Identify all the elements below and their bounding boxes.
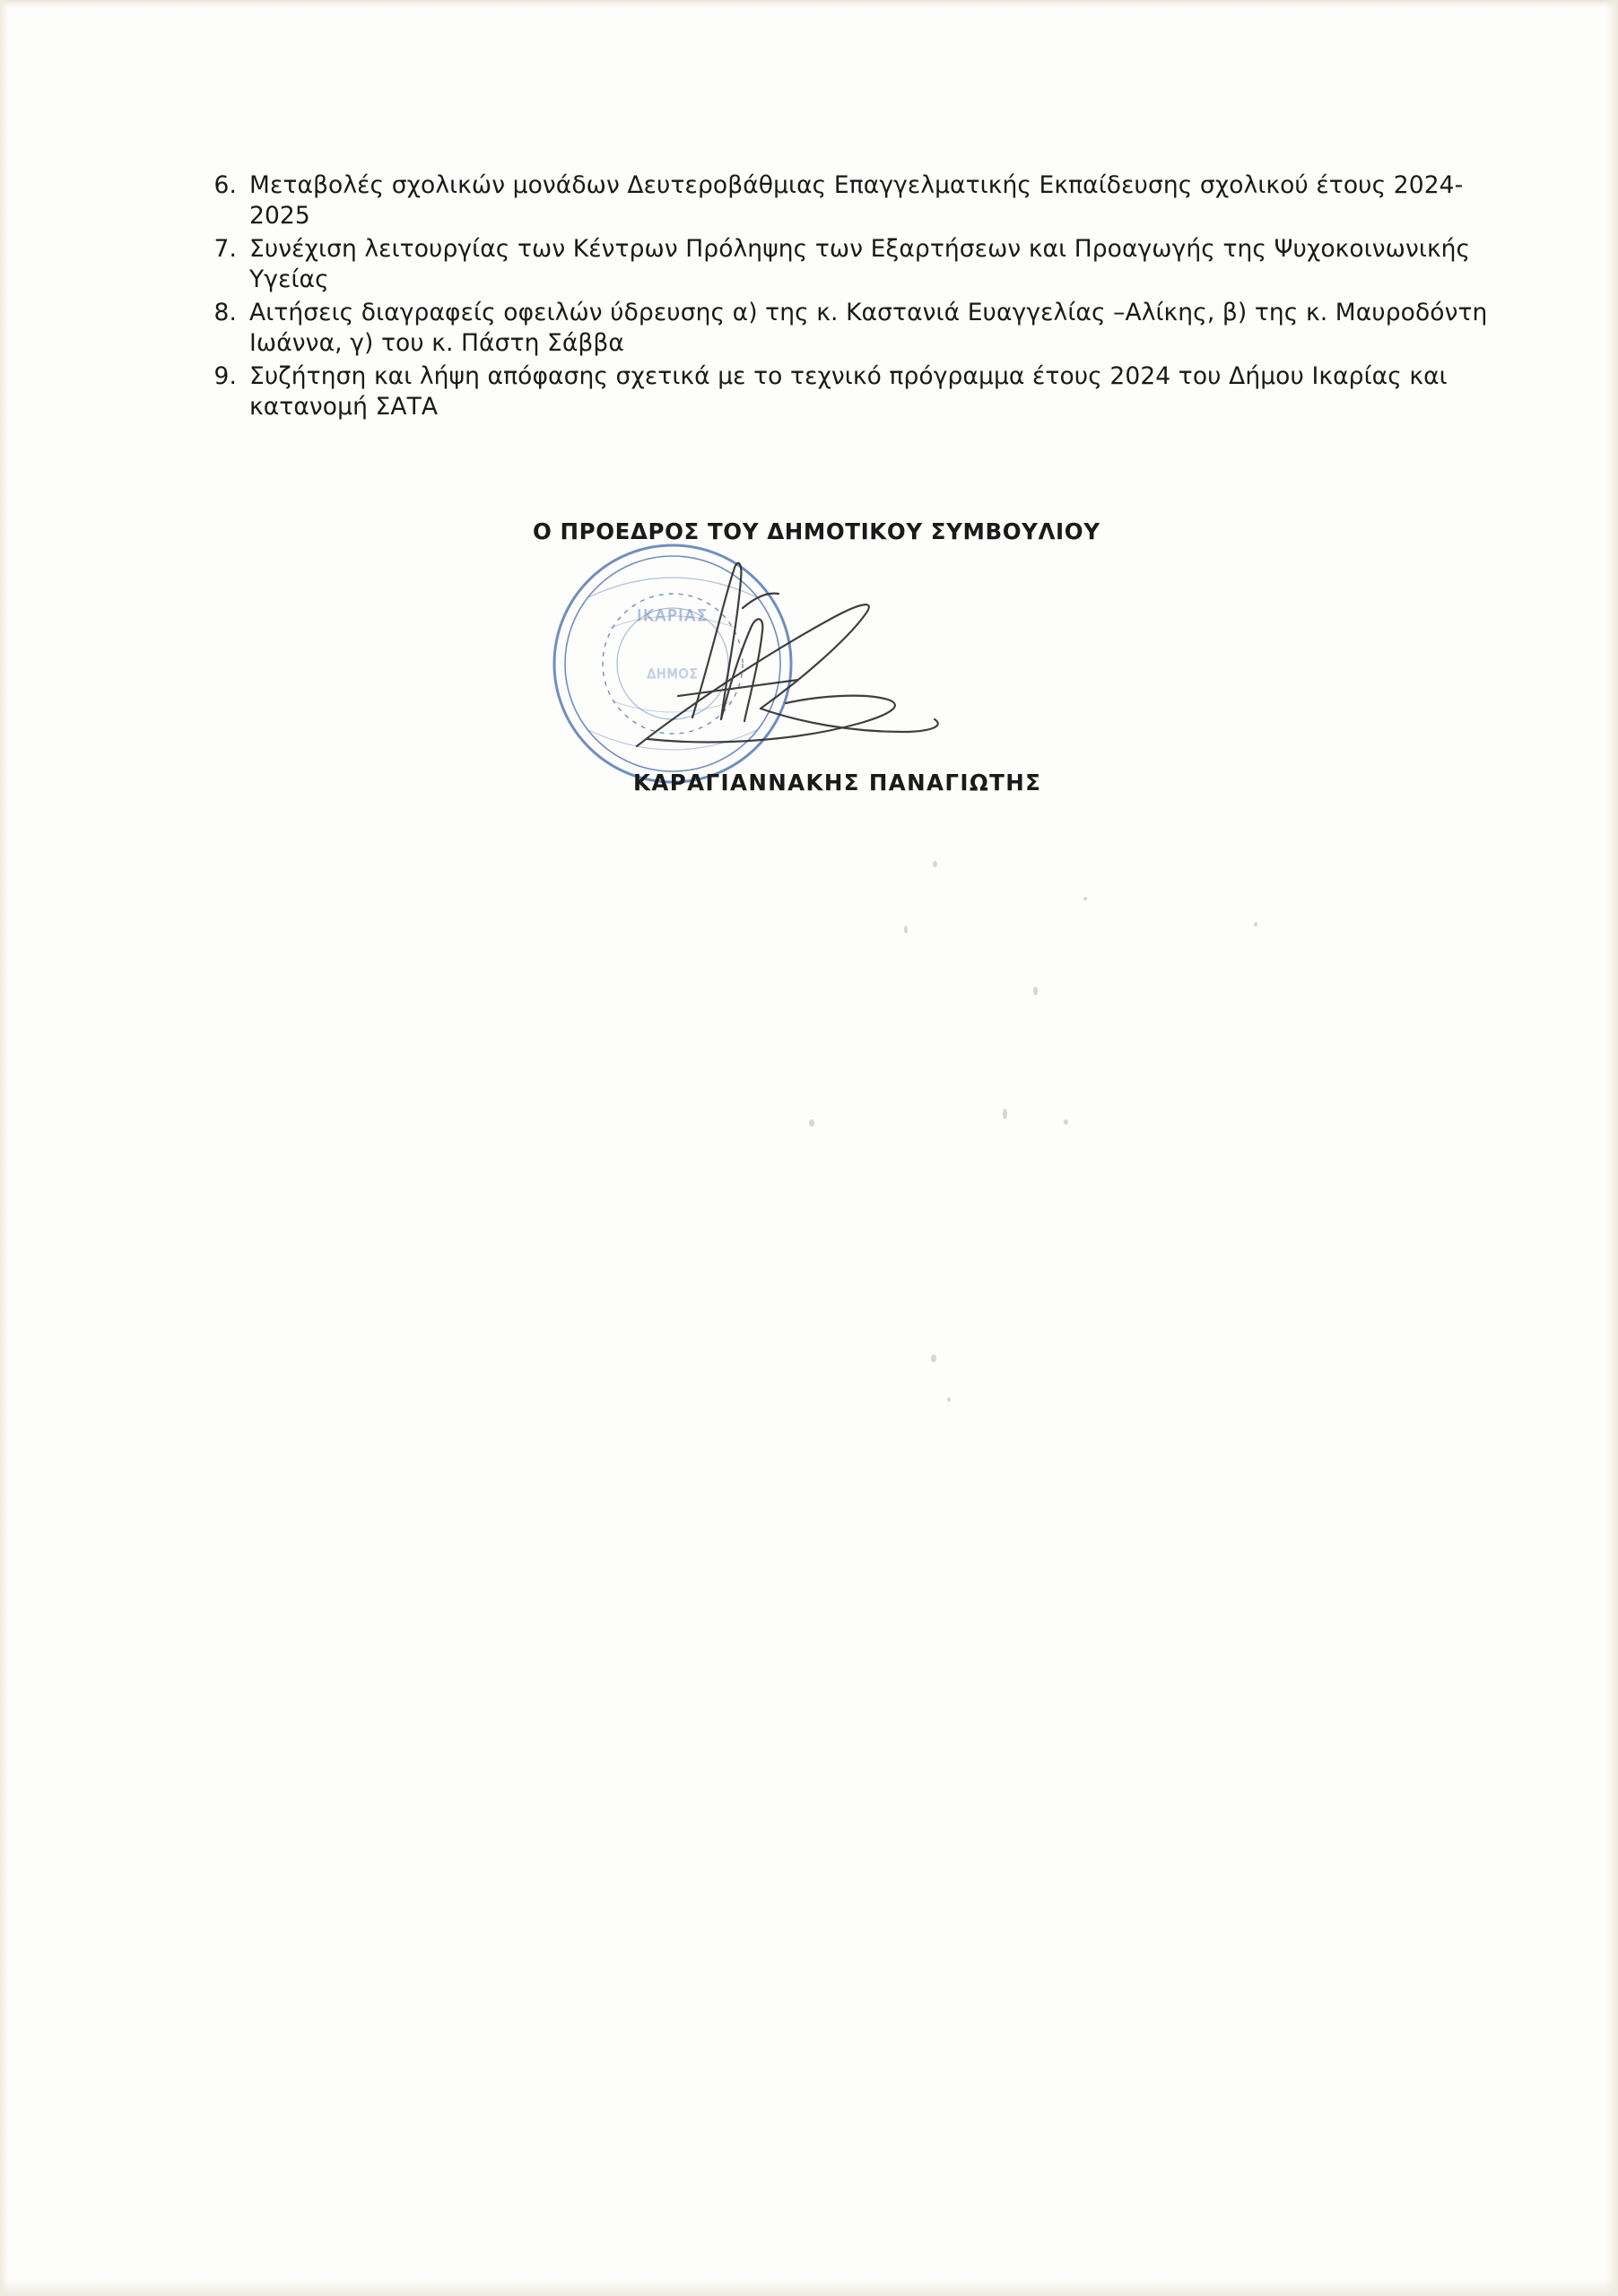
list-item-number: 6. [213, 171, 237, 199]
signature-name: ΚΑΡΑΓΙΑΝΝΑΚΗΣ ΠΑΝΑΓΙΩΤΗΣ [633, 770, 1042, 796]
list-item-number: 9. [213, 361, 237, 390]
list-item [208, 170, 1491, 232]
handwritten-signature-icon [637, 563, 938, 746]
scan-edge-left [0, 0, 9, 2296]
list-item [208, 361, 1491, 423]
round-stamp-icon [554, 545, 791, 782]
scan-speck [904, 926, 908, 934]
scan-speck [931, 1354, 936, 1362]
list-item-number: 7. [213, 234, 237, 263]
signature-title: Ο ΠΡΟΕΔΡΟΣ ΤΟΥ ΔΗΜΟΤΙΚΟΥ ΣΥΜΒΟΥΛΙΟΥ [533, 518, 1100, 544]
scan-speck [1254, 922, 1257, 926]
list-item [208, 298, 1491, 360]
scan-edge-bottom [0, 2280, 1618, 2296]
list-item-text: Συζήτηση και λήψη απόφασης σχετικά με το τεχνικό πρόγραμμα έτους 2024 του Δήμου Ικαρίας και κατανομή ΣΑΤΑ [249, 361, 1448, 422]
scan-speck [947, 1397, 951, 1402]
scan-speck [1083, 897, 1087, 900]
list-item [208, 234, 1491, 296]
svg-text:ΙΚΑΡΙΑΣ: ΙΚΑΡΙΑΣ [637, 607, 709, 625]
list-item-number: 8. [213, 298, 237, 326]
list-item-text: Συνέχιση λειτουργίας των Κέντρων Πρόληψης των Εξαρτήσεων και Προαγωγής της Ψυχοκοινωνικής Υγείας [249, 234, 1471, 294]
scan-edge-right [1605, 0, 1618, 2296]
scan-speck [809, 1119, 814, 1126]
svg-text:ΔΗΜΟΣ: ΔΗΜΟΣ [647, 667, 699, 682]
scan-speck [1033, 987, 1038, 996]
scan-speck [1064, 1119, 1068, 1125]
agenda-list [208, 170, 1491, 425]
scan-speck [933, 861, 937, 867]
list-item-text: Μεταβολές σχολικών μονάδων Δευτεροβάθμιας Επαγγελματικής Εκπαίδευσης σχολικού έτους 2024-2025 [249, 171, 1464, 230]
scan-edge-top [0, 0, 1618, 7]
scan-speck [1003, 1109, 1007, 1119]
list-item-text: Αιτήσεις διαγραφείς οφειλών ύδρευσης α) της κ. Καστανιά Ευαγγελίας –Αλίκης, β) της κ. Μαυροδόντη Ιωάννα, γ) του κ. Πάστη Σάββα [249, 298, 1488, 358]
